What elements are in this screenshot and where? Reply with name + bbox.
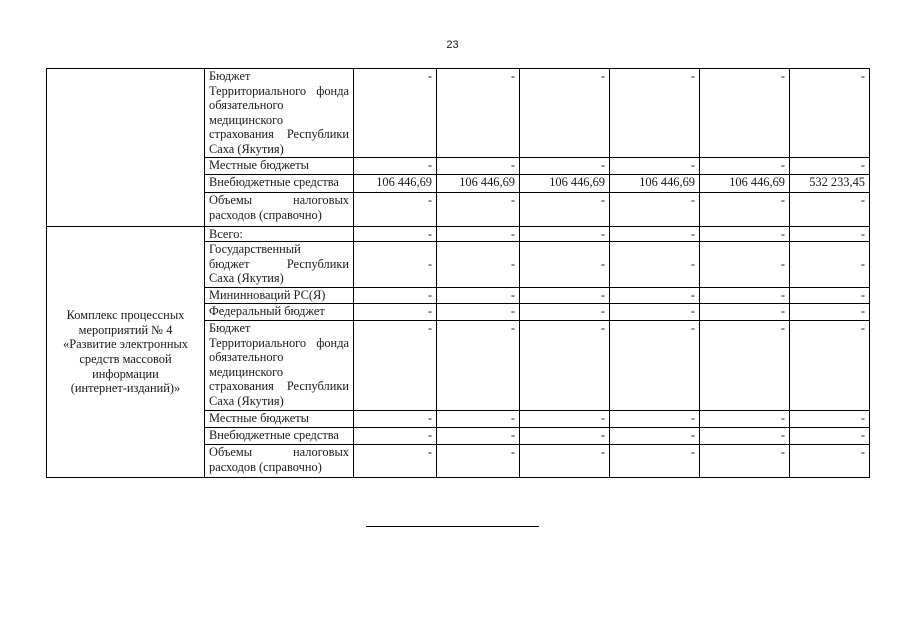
amount-cell <box>353 174 437 193</box>
amount-cell <box>436 174 520 193</box>
amount-dash: - <box>427 227 432 241</box>
amount-dash: - <box>780 158 785 172</box>
amount-value: 106 446,69 <box>729 175 785 189</box>
amount-cell <box>789 174 870 193</box>
page-number: 23 <box>446 39 459 51</box>
funding-source-line: Бюджет <box>209 321 251 335</box>
funding-source-line: Местные бюджеты <box>209 158 310 172</box>
amount-cell <box>609 157 700 175</box>
program-name-line: средств массовой <box>79 352 172 366</box>
amount-cell <box>789 444 870 478</box>
amount-cell <box>699 174 790 193</box>
amount-value: 106 446,69 <box>376 175 432 189</box>
funding-source-line: Внебюджетные средства <box>209 175 339 189</box>
amount-dash: - <box>860 69 865 83</box>
program-name-cell <box>46 226 205 478</box>
amount-cell <box>353 320 437 411</box>
amount-cell <box>436 427 520 445</box>
program-name-line: информации <box>92 366 159 381</box>
amount-dash: - <box>780 257 785 272</box>
amount-dash: - <box>427 158 432 172</box>
amount-dash: - <box>510 158 515 172</box>
amount-cell <box>609 410 700 428</box>
funding-source-line: Федеральный бюджет <box>209 304 325 318</box>
amount-cell <box>789 427 870 445</box>
funding-source-cell <box>204 287 354 304</box>
funding-source-line: Местные бюджеты <box>209 411 310 425</box>
amount-cell <box>789 303 870 321</box>
amount-dash: - <box>600 304 605 318</box>
amount-dash: - <box>510 193 515 207</box>
program-name-cell <box>46 68 205 227</box>
amount-cell <box>353 241 437 288</box>
funding-source-line: Государственный <box>209 242 301 256</box>
amount-dash: - <box>427 445 432 459</box>
amount-dash: - <box>690 69 695 83</box>
amount-dash: - <box>510 227 515 241</box>
footnote-separator <box>366 526 539 527</box>
amount-dash: - <box>510 411 515 425</box>
amount-dash: - <box>510 304 515 318</box>
amount-cell <box>699 192 790 227</box>
amount-cell <box>519 241 610 288</box>
amount-dash: - <box>860 158 865 172</box>
funding-source-cell <box>204 444 354 478</box>
funding-source-cell <box>204 192 354 227</box>
amount-dash: - <box>427 257 432 272</box>
amount-cell <box>609 241 700 288</box>
amount-dash: - <box>427 428 432 442</box>
amount-dash: - <box>510 321 515 335</box>
amount-cell <box>353 157 437 175</box>
amount-cell <box>519 410 610 428</box>
amount-dash: - <box>510 288 515 302</box>
amount-cell <box>519 226 610 242</box>
amount-cell <box>699 410 790 428</box>
amount-cell <box>353 192 437 227</box>
amount-dash: - <box>690 428 695 442</box>
program-name-line: (интернет-изданий)» <box>70 381 181 396</box>
amount-dash: - <box>600 193 605 207</box>
amount-cell <box>436 241 520 288</box>
amount-dash: - <box>510 445 515 459</box>
amount-dash: - <box>690 304 695 318</box>
amount-dash: - <box>690 193 695 207</box>
amount-cell <box>353 410 437 428</box>
amount-dash: - <box>860 304 865 318</box>
amount-cell <box>436 444 520 478</box>
funding-source-cell <box>204 226 354 242</box>
amount-dash: - <box>780 304 785 318</box>
funding-source-line: страхования Республики <box>209 379 349 394</box>
funding-source-line: Всего: <box>209 227 243 241</box>
amount-cell <box>519 157 610 175</box>
funding-source-line: Объемы налоговых <box>209 193 349 207</box>
funding-source-cell <box>204 174 354 193</box>
funding-source-line: Саха (Якутия) <box>209 393 284 408</box>
funding-source-line: Внебюджетные средства <box>209 428 339 442</box>
amount-cell <box>436 303 520 321</box>
amount-cell <box>699 427 790 445</box>
program-name-line: мероприятий № 4 <box>78 322 173 337</box>
funding-source-line: медицинского <box>209 364 284 379</box>
amount-cell <box>699 157 790 175</box>
amount-cell <box>353 287 437 304</box>
funding-source-line: Саха (Якутия) <box>209 271 284 286</box>
funding-source-line: Территориального фонда <box>209 335 349 350</box>
amount-dash: - <box>600 227 605 241</box>
funding-source-line: Саха (Якутия) <box>209 141 284 156</box>
funding-source-line: страхования Республики <box>209 127 349 142</box>
amount-cell <box>699 226 790 242</box>
amount-cell <box>789 226 870 242</box>
funding-source-cell <box>204 241 354 288</box>
amount-cell <box>519 174 610 193</box>
amount-dash: - <box>690 321 695 335</box>
amount-cell <box>699 444 790 478</box>
amount-cell <box>436 192 520 227</box>
amount-cell <box>353 427 437 445</box>
amount-cell <box>519 427 610 445</box>
amount-dash: - <box>690 411 695 425</box>
amount-cell <box>609 192 700 227</box>
amount-dash: - <box>780 428 785 442</box>
funding-source-cell <box>204 427 354 445</box>
amount-cell <box>789 68 870 158</box>
amount-dash: - <box>600 411 605 425</box>
amount-dash: - <box>860 428 865 442</box>
amount-cell <box>789 287 870 304</box>
amount-cell <box>789 241 870 288</box>
amount-dash: - <box>600 69 605 83</box>
amount-dash: - <box>690 288 695 302</box>
funding-source-cell <box>204 303 354 321</box>
amount-cell <box>699 320 790 411</box>
amount-value: 106 446,69 <box>549 175 605 189</box>
funding-source-line: Объемы налоговых <box>209 445 349 459</box>
amount-cell <box>609 427 700 445</box>
amount-dash: - <box>427 411 432 425</box>
amount-cell <box>789 192 870 227</box>
amount-dash: - <box>780 321 785 335</box>
amount-dash: - <box>780 445 785 459</box>
amount-dash: - <box>860 193 865 207</box>
amount-cell <box>353 226 437 242</box>
amount-cell <box>519 320 610 411</box>
funding-source-line: расходов (справочно) <box>209 459 322 474</box>
amount-cell <box>789 157 870 175</box>
amount-cell <box>789 320 870 411</box>
amount-dash: - <box>780 288 785 302</box>
amount-cell <box>519 192 610 227</box>
amount-dash: - <box>510 69 515 83</box>
amount-dash: - <box>427 288 432 302</box>
funding-source-cell <box>204 68 354 158</box>
amount-cell <box>609 226 700 242</box>
amount-dash: - <box>860 288 865 302</box>
amount-dash: - <box>427 193 432 207</box>
amount-cell <box>699 303 790 321</box>
amount-dash: - <box>780 193 785 207</box>
amount-dash: - <box>510 257 515 272</box>
amount-dash: - <box>860 411 865 425</box>
funding-source-line: расходов (справочно) <box>209 207 322 222</box>
amount-dash: - <box>780 69 785 83</box>
amount-cell <box>699 68 790 158</box>
amount-dash: - <box>427 69 432 83</box>
amount-dash: - <box>780 227 785 241</box>
funding-source-line: обязательного <box>209 350 284 365</box>
amount-cell <box>519 444 610 478</box>
amount-dash: - <box>600 288 605 302</box>
amount-dash: - <box>600 445 605 459</box>
amount-dash: - <box>690 227 695 241</box>
amount-dash: - <box>600 428 605 442</box>
amount-cell <box>789 410 870 428</box>
amount-cell <box>353 444 437 478</box>
amount-dash: - <box>860 227 865 241</box>
amount-value: 106 446,69 <box>639 175 695 189</box>
funding-source-line: бюджет Республики <box>209 256 349 271</box>
amount-dash: - <box>600 321 605 335</box>
program-name-line: «Развитие электронных <box>63 337 188 352</box>
funding-source-line: Мининноваций РС(Я) <box>209 288 326 302</box>
amount-cell <box>436 410 520 428</box>
amount-cell <box>436 226 520 242</box>
amount-dash: - <box>860 257 865 272</box>
amount-cell <box>609 287 700 304</box>
program-name-line: Комплекс процессных <box>66 308 185 323</box>
amount-dash: - <box>600 257 605 272</box>
amount-value: 106 446,69 <box>459 175 515 189</box>
amount-dash: - <box>780 411 785 425</box>
amount-cell <box>609 174 700 193</box>
amount-cell <box>609 303 700 321</box>
funding-source-line: медицинского <box>209 112 284 127</box>
amount-cell <box>699 241 790 288</box>
amount-cell <box>353 68 437 158</box>
funding-source-line: обязательного <box>209 98 284 113</box>
funding-source-cell <box>204 320 354 411</box>
amount-cell <box>519 287 610 304</box>
amount-value: 532 233,45 <box>809 175 865 189</box>
amount-dash: - <box>690 158 695 172</box>
amount-cell <box>609 444 700 478</box>
amount-dash: - <box>690 445 695 459</box>
amount-cell <box>436 287 520 304</box>
amount-cell <box>609 320 700 411</box>
amount-dash: - <box>860 445 865 459</box>
amount-cell <box>436 320 520 411</box>
amount-dash: - <box>510 428 515 442</box>
amount-dash: - <box>690 257 695 272</box>
amount-cell <box>353 303 437 321</box>
amount-dash: - <box>427 304 432 318</box>
amount-cell <box>436 68 520 158</box>
amount-cell <box>699 287 790 304</box>
amount-dash: - <box>600 158 605 172</box>
amount-cell <box>609 68 700 158</box>
amount-cell <box>519 303 610 321</box>
funding-source-line: Территориального фонда <box>209 83 349 98</box>
amount-dash: - <box>427 321 432 335</box>
funding-source-cell <box>204 410 354 428</box>
funding-source-cell <box>204 157 354 175</box>
amount-dash: - <box>860 321 865 335</box>
amount-cell <box>436 157 520 175</box>
funding-source-line: Бюджет <box>209 69 251 83</box>
amount-cell <box>519 68 610 158</box>
